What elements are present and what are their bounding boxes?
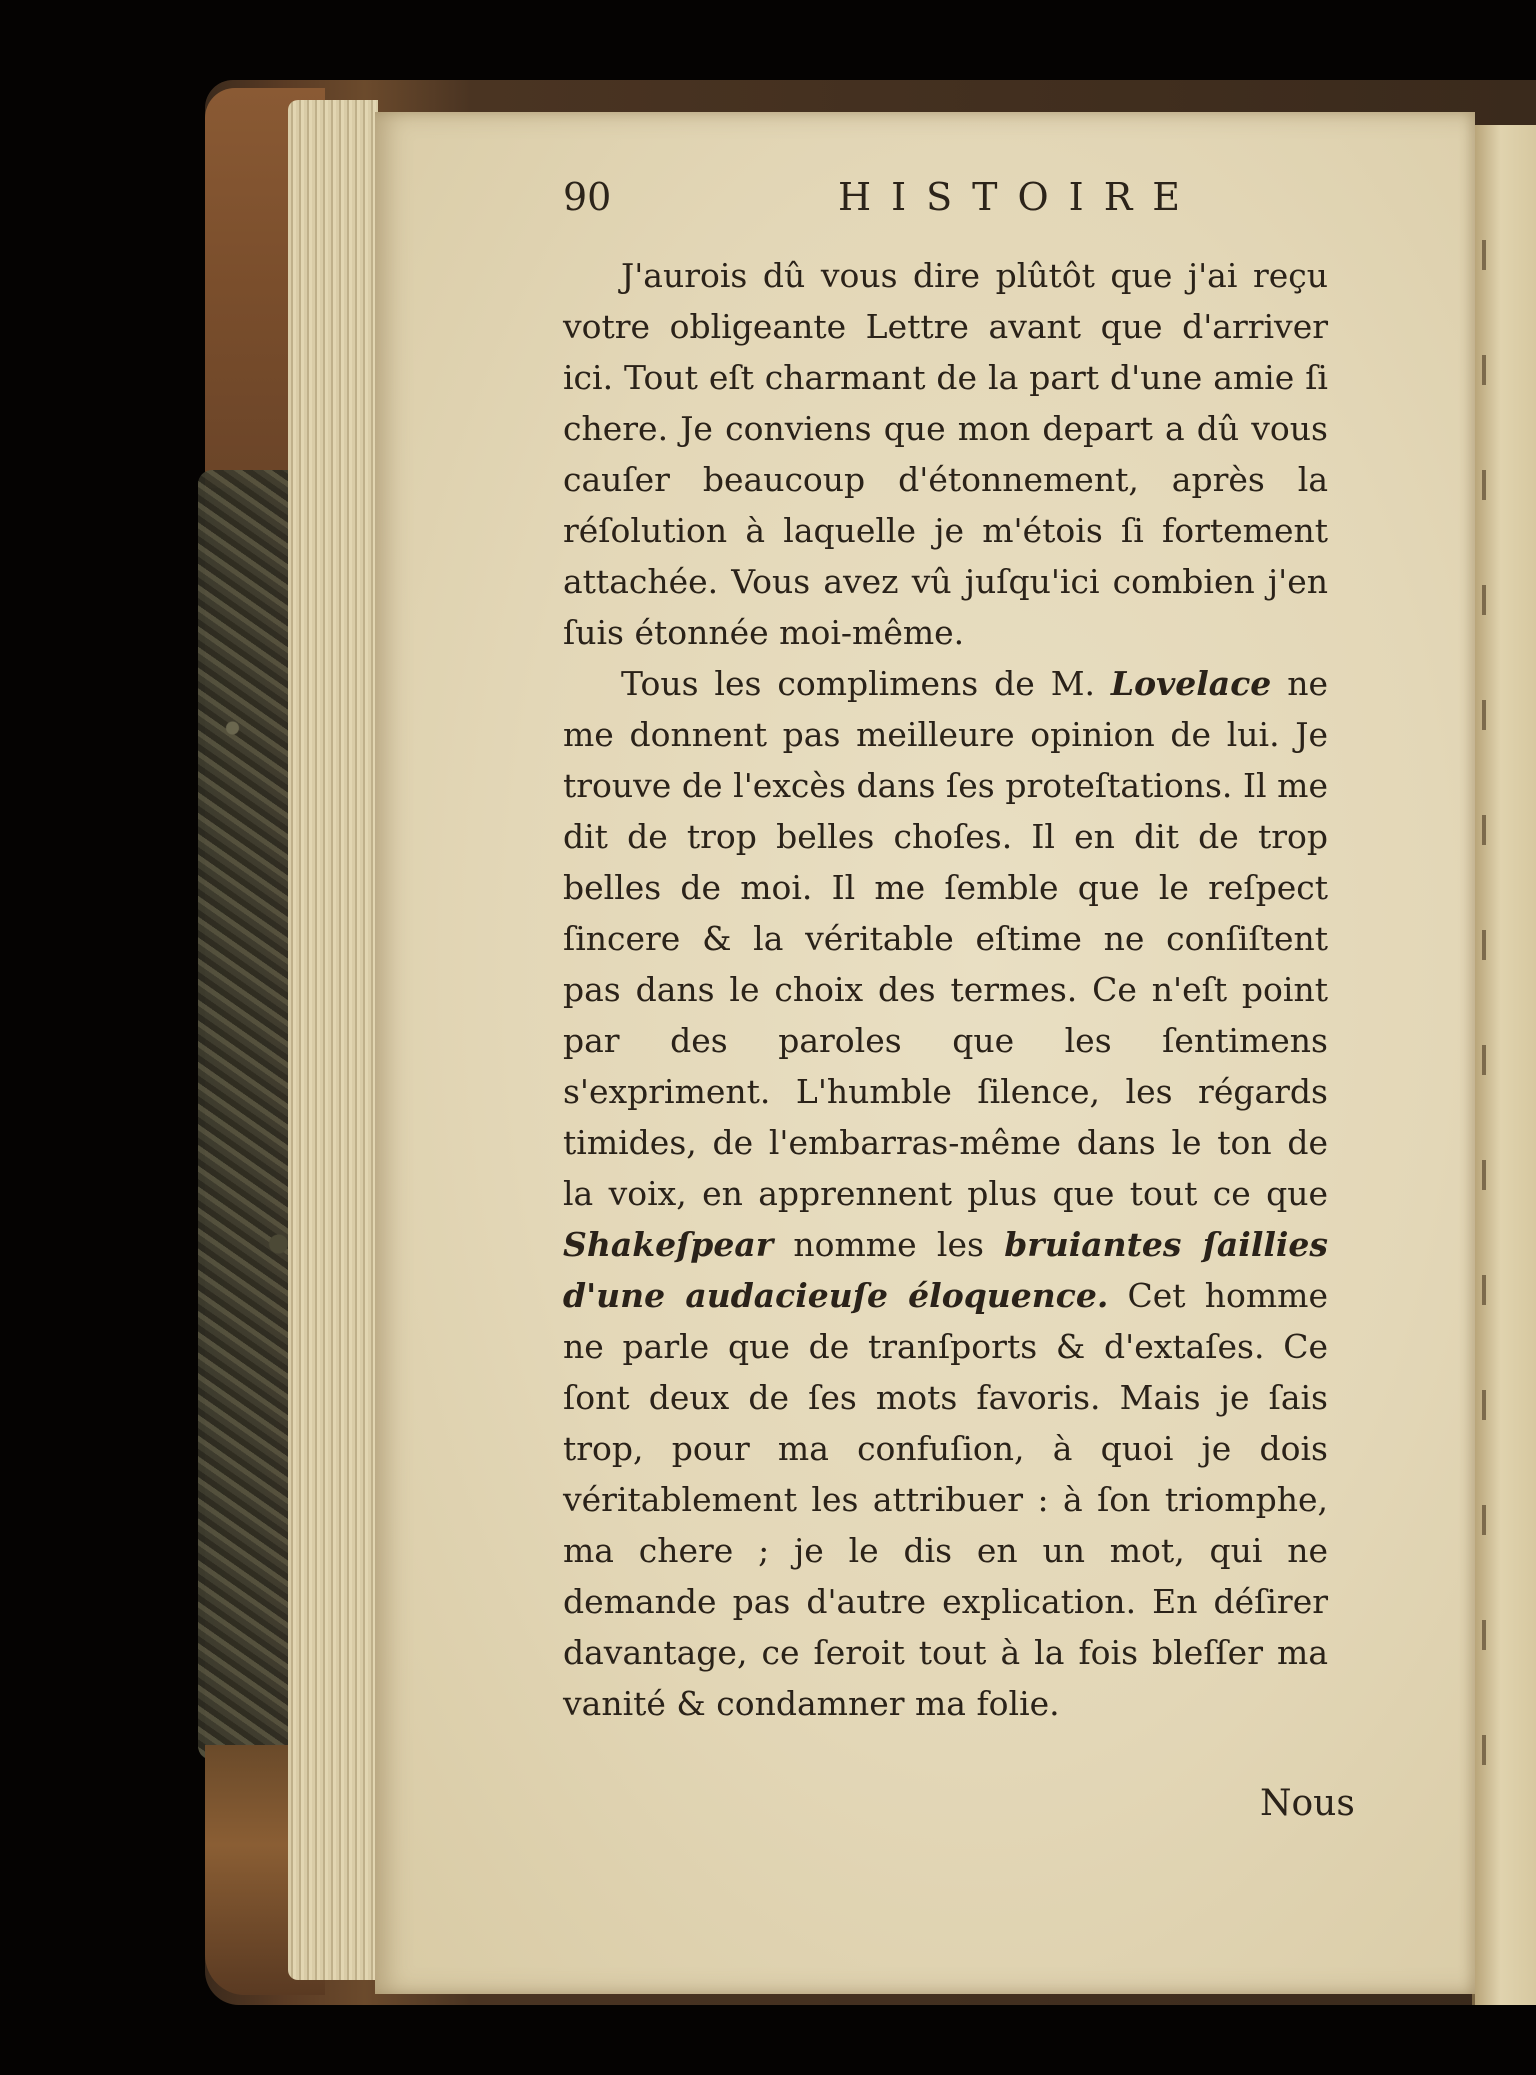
italic-quote: bruiantes ſaillies d'une audacieuſe éloquence.: [563, 1225, 1328, 1315]
paragraph-1: J'aurois dû vous dire plûtôt que j'ai reçu votre obligeante Lettre avant que d'arriver ici. Tout eſt charmant de la part d'une amie ſi chere. Je conviens que mon depart a dû vous cauſer beaucoup d'étonnement, après la réſolution à laquelle je m'étois ſi fortement attachée. Vous avez vû juſqu'ici combien j'en ſuis étonnée moi-même.: [563, 256, 1328, 652]
body-text: [563, 250, 1328, 1729]
name-lovelace: Lovelace: [1110, 664, 1272, 703]
p2-text-c: nomme les: [773, 1225, 1005, 1264]
page-edges: [288, 100, 378, 1980]
paragraph-2: [563, 658, 1328, 1729]
p2-text-a: Tous les complimens de M.: [621, 664, 1111, 703]
catchword: Nous: [1260, 1783, 1355, 1824]
p2-text-b: ne me donnent pas meilleure opinion de lui. Je trouve de l'excès dans ſes proteſtations. Il me dit de trop belles choſes. Il en dit de trop belles de moi. Il me ſemble que le reſpect ſincere & la véritable eſtime ne conſiſtent pas dans le choix des termes. Ce n'eſt point par des paroles que les ſentimens s'expriment. L'humble ſilence, les régards timides, de l'embarras-même dans le ton de la voix, en apprennent plus que tout ce que: [563, 664, 1328, 1213]
facing-page-marks: [1478, 240, 1492, 1740]
running-header: [563, 175, 1363, 235]
p2-text-d: Cet homme ne parle que de tranſports & d'extaſes. Ce ſont deux de ſes mots favoris. Mais je ſais trop, pour ma confuſion, à quoi je dois véritablement les attribuer : à ſon triomphe, ma chere ; je le dis en un mot, qui ne demande pas d'autre explication. En déſirer davantage, ce ſeroit tout à la fois bleſſer ma vanité & condamner ma folie.: [563, 1276, 1328, 1723]
name-shakespear: Shakeſpear: [563, 1225, 774, 1264]
running-head-title: HISTOIRE: [838, 175, 1201, 219]
page-number: 90: [563, 175, 612, 219]
